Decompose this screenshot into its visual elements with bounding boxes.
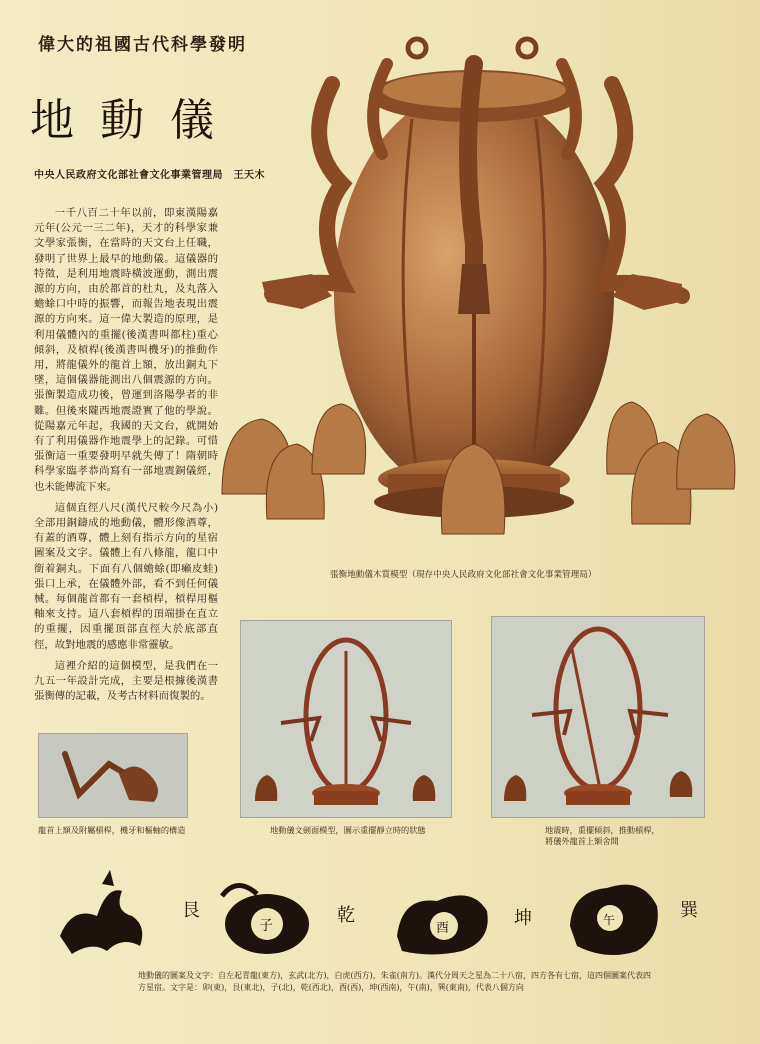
emblem-badge: 午	[603, 913, 616, 927]
pendulum-at-rest-photo	[240, 620, 452, 818]
pendulum-tilted-photo	[491, 616, 705, 818]
photo-caption-rest: 地動儀文劍面模型，圖示重擺靜立時的狀態	[270, 825, 426, 835]
body-paragraph: 這個直徑八尺(漢代尺較今尺為小)全部用銅鑄成的地動儀，體形像酒尊，有蓋的酒尊，體上刻有指示方向的星宿圖案及文字。儀體上有八條龍，龍口中銜着銅丸。下面有八個蟾蜍(即癩皮蛙)張口上承，在儀體外部，看不到任何儀械。每個龍首都有一套槓桿，槓桿用樞軸來支持。這八套槓桿的頂端掛在直立的重擺，因重擺頂部直徑大於底部直徑，故對地震的感應非常靈敏。	[34, 501, 218, 651]
body-paragraph: 這裡介紹的這個模型，是我們在一九五一年設計完成，主要是根據後漢書張衡傳的記載，及考古材料而復製的。	[34, 659, 218, 703]
hero-caption: 張衡地動儀木質模型（現存中央人民政府文化部社會文化事業管理局）	[330, 570, 597, 580]
emblem-char: 乾	[337, 905, 355, 926]
dragon-emblem-icon	[60, 870, 142, 954]
emblem-char: 坤	[514, 908, 532, 929]
article-title: 地動儀	[30, 95, 240, 146]
emblem-char: 巽	[680, 900, 698, 921]
tortoise-emblem-icon	[222, 885, 309, 954]
emblem-badge: 酉	[436, 921, 450, 936]
photo-caption-lever: 龍首上額及附屬槓桿，機牙和樞軸的構造	[38, 825, 186, 835]
emblem-row	[52, 866, 712, 966]
lever-mechanism-photo	[38, 733, 188, 818]
body-paragraph: 一千八百二十年以前，即東漢陽嘉元年(公元一三二年)，天才的科學家兼文學家張衡，在當時的天文台上任職，發明了世界上最早的地動儀。這儀器的特徵，是利用地震時橫波運動，測出震源的方向，由於都首的杜丸，及丸落入蟾蜍口中時的振響，而報告地表現出震源的方向來。這一偉大製造的原理，是利用儀體內的重擺(後漢書叫都柱)重心傾斜，及槓桿(後漢書叫機牙)的推動作用，將龍儀外的龍首上額，放出銅丸下墜，這個儀器能測出八個震源的方向。張衡製造成功後，曾運到洛陽學者的非難。但後來隴西地震證實了他的學說。從陽嘉元年起，我國的天文台，就開始有了利用儀器作地震學上的記錄。可惜張衡這一重要發明早就失傳了！隋朝時科學家臨孝恭尚寫有一部地震銅儀經，也未能傳流下來。	[34, 207, 218, 493]
seismoscope-model-photo	[212, 34, 752, 564]
phoenix-emblem-icon	[570, 885, 658, 955]
photo-caption-tilted: 地震時，重擺傾斜，推動槓桿，將儀外龍首上額舍開	[545, 825, 660, 846]
tiger-emblem-icon	[397, 895, 488, 954]
article-body	[34, 206, 218, 711]
emblem-badge: 子	[259, 918, 273, 934]
emblem-char: 艮	[182, 900, 200, 921]
footer-caption: 地動儀的圖案及文字：自左起青龍(東方)，玄武(北方)，白虎(西方)，朱雀(南方)。漢代分周天之星為二十八宿，四方各有七宿，這四個圖案代表四方星宿。文字是：卯(東)，艮(東北)，子(北)，乾(西北)，酉(西)，坤(西南)，午(南)，巽(東南)，代表八個方向	[138, 971, 651, 992]
series-title: 偉大的祖國古代科學發明	[38, 35, 247, 55]
byline: 中央人民政府文化部社會文化事業管理局 王天木	[34, 170, 265, 181]
